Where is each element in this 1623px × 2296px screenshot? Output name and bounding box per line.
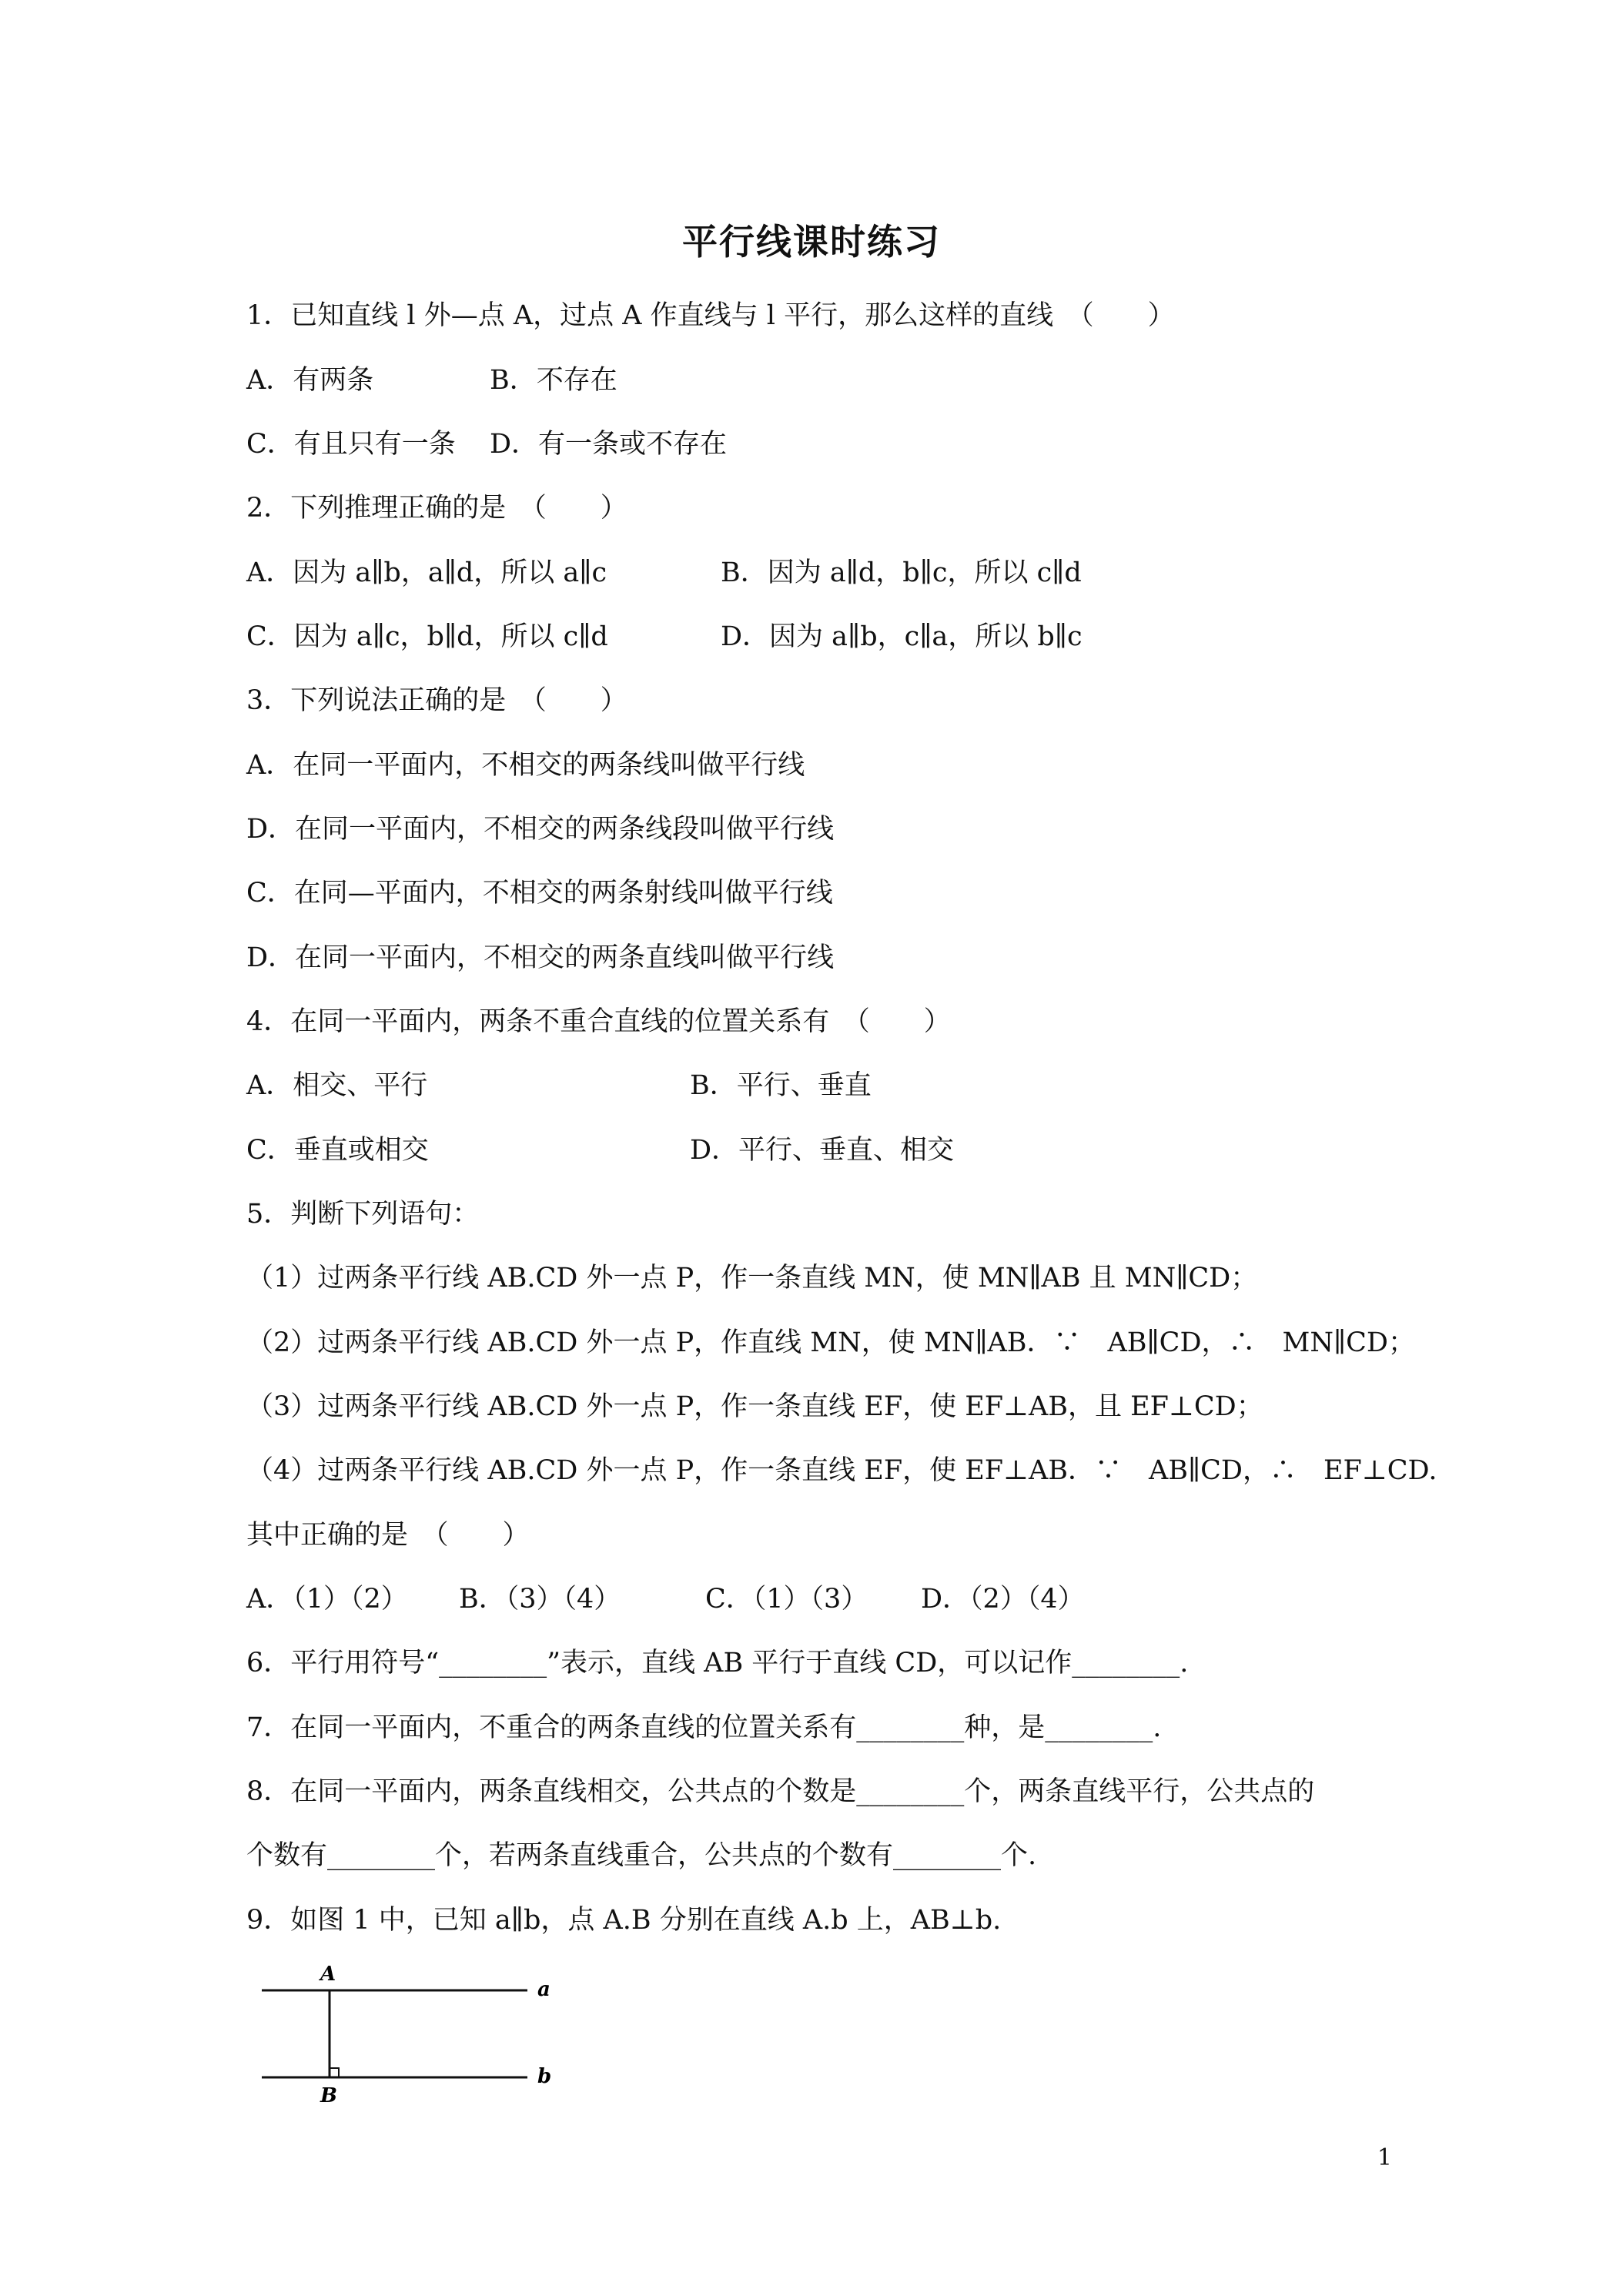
q4-stem: 4．在同一平面内，两条不重合直线的位置关系有 （ ） [246,1006,951,1037]
q1-option-d: D．有一条或不存在 [490,429,728,460]
q5-option-d: D．（2）（4） [921,1584,1085,1615]
q4-option-d: D．平行、垂直、相交 [690,1135,955,1166]
q7-text: 7．在同一平面内，不重合的两条直线的位置关系有________种，是________. [246,1712,1162,1743]
q5-statement-2: （2）过两条平行线 AB.CD 外一点 P，作直线 MN，使 MN∥AB．∵ AB∥CD，∴ MN∥CD； [246,1327,1415,1358]
q2-option-b: B．因为 a∥d，b∥c，所以 c∥d [721,557,1082,588]
q5-statement-1: （1）过两条平行线 AB.CD 外一点 P，作一条直线 MN，使 MN∥AB 且 MN∥CD； [246,1263,1258,1294]
q2-option-a: A．因为 a∥b，a∥d，所以 a∥c [246,557,607,588]
q5-statement-3: （3）过两条平行线 AB.CD 外一点 P，作一条直线 EF，使 EF⊥AB，且 EF⊥CD； [246,1391,1263,1422]
q8-text-line-1: 8．在同一平面内，两条直线相交，公共点的个数是________个，两条直线平行，公共点的 [246,1776,1315,1807]
q5-statement-4: （4）过两条平行线 AB.CD 外一点 P，作一条直线 EF，使 EF⊥AB．∵ AB∥CD，∴ EF⊥CD. [246,1455,1437,1486]
q5-stem: 5．判断下列语句： [246,1199,480,1230]
q5-option-a: A．（1）（2） [246,1584,408,1615]
q1-option-a: A．有两条 [246,365,374,396]
q2-option-c: C．因为 a∥c，b∥d，所以 c∥d [246,621,608,652]
q5-option-b: B．（3）（4） [459,1584,621,1615]
q3-option-c: C．在同—平面内，不相交的两条射线叫做平行线 [246,878,833,909]
q4-option-a: A．相交、平行 [246,1070,428,1101]
q5-tail: 其中正确的是 （ ） [246,1520,530,1551]
page-number: 1 [1377,2144,1392,2171]
label-a-point: A [320,1963,336,1986]
q2-stem: 2．下列推理正确的是 （ ） [246,493,627,524]
label-line-b: b [537,2065,552,2088]
q8-text-line-2: 个数有________个，若两条直线重合，公共点的个数有________个. [246,1840,1037,1871]
q5-option-c: C．（1）（3） [705,1584,868,1615]
label-line-a: a [537,1978,550,2001]
q1-stem: 1．已知直线 l 外—点 A，过点 A 作直线与 l 平行，那么这样的直线 （ ） [246,300,1175,331]
q4-option-c: C．垂直或相交 [246,1135,429,1166]
q1-option-c: C．有且只有一条 [246,429,456,460]
figure-parallel-lines [246,1956,570,2110]
page-title: 平行线课时练习 [682,221,941,263]
q2-option-d: D．因为 a∥b，c∥a，所以 b∥c [721,621,1083,652]
label-b-point: B [320,2084,337,2107]
q4-option-b: B．平行、垂直 [690,1070,872,1101]
q3-option-d: D．在同一平面内，不相交的两条直线叫做平行线 [246,942,835,973]
q6-text: 6．平行用符号“________”表示，直线 AB 平行于直线 CD，可以记作________. [246,1648,1189,1678]
q3-stem: 3．下列说法正确的是 （ ） [246,685,627,716]
q9-text: 9．如图 1 中，已知 a∥b，点 A.B 分别在直线 A.b 上，AB⊥b. [246,1905,1002,1936]
right-angle-mark [330,2068,339,2077]
q3-option-b: D．在同一平面内，不相交的两条线段叫做平行线 [246,814,835,845]
q3-option-a: A．在同一平面内，不相交的两条线叫做平行线 [246,750,805,781]
q1-option-b: B．不存在 [490,365,617,396]
